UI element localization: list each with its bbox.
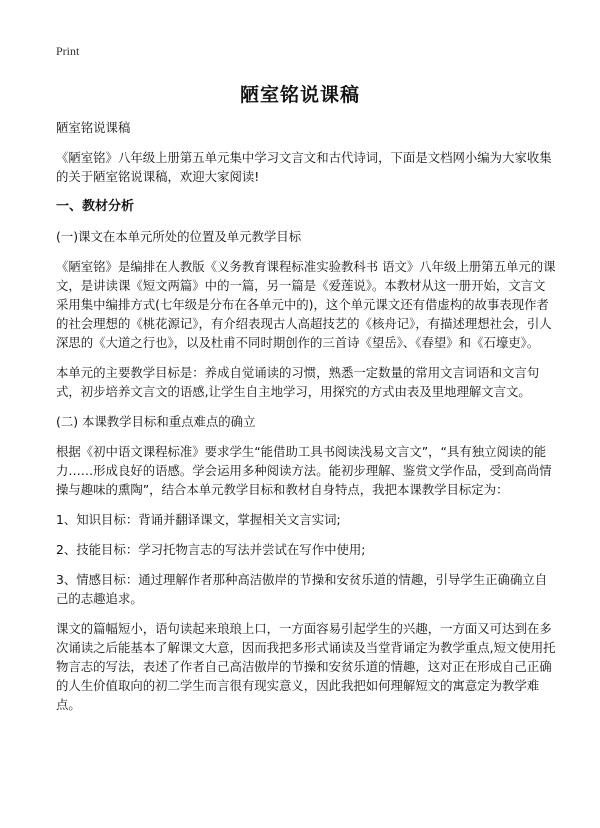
goal-skill: 2、技能目标：学习托物言志的写法并尝试在写作中使用; xyxy=(56,542,366,557)
page-title: 陋室铭说课稿 xyxy=(239,84,360,106)
goal-emotion: 3、情感目标：通过理解作者那种高洁傲岸的节操和安贫乐道的情趣，引导学生正确确立自己的志趣追求。 xyxy=(56,572,548,606)
paragraph-curriculum-standard: 根据《初中语文课程标准》要求学生“能借助工具书阅读浅易文言文”，“具有独立阅读的能力……形成良好的语感。学会运用多种阅读方法。能初步理解、鉴赏文学作品，受到高尚情操与趣味的熏陶”，结合本单元教学目标和教材自身特点，我把本课教学目标定为： xyxy=(56,444,552,497)
intro-paragraph: 《陋室铭》八年级上册第五单元集中学习文言文和古代诗词，下面是文档网小编为大家收集的关于陋室铭说课稿，欢迎大家阅读! xyxy=(56,150,552,184)
paragraph-unit-goals: 本单元的主要教学目标是：养成自觉诵读的习惯，熟悉一定数量的常用文言词语和文言句式，初步培养文言文的语感,让学生自主地学习，用探究的方式由表及里地理解文言文。 xyxy=(56,365,540,399)
goal-knowledge: 1、知识目标：背诵并翻译课文，掌握相关文言实词; xyxy=(56,512,341,527)
print-link[interactable]: Print xyxy=(56,44,80,58)
document-body xyxy=(56,118,556,725)
section-heading-textbook-analysis: 一、教材分析 xyxy=(56,199,135,214)
subsection-heading-unit-position: (一)课文在本单元所处的位置及单元教学目标 xyxy=(56,229,302,244)
document-subtitle: 陋室铭说课稿 xyxy=(56,120,131,135)
paragraph-textbook-placement: 《陋室铭》是编排在人教版《义务教育课程标准实验教科书 语文》八年级上册第五单元的课文，是讲读课《短文两篇》中的一篇，另一篇是《爱莲说》。本教材从这一册开始，文言文采用集中编排方式(七年级是分布在各单元中的)，这个单元课文还有借虚构的故事表现作者的社会理想的《桃花源记》，有介绍表现古人高超技艺的《核舟记》，有描述理想社会，引人深思的《大道之行也》，以及杜甫不同时期创作的三首诗《望岳》、《春望》和《石壕吏》。 xyxy=(56,259,556,350)
paragraph-key-difficult-points: 课文的篇幅短小，语句读起来琅琅上口，一方面容易引起学生的兴趣，一方面又可达到在多次诵读之后能基本了解课文大意，因而我把多形式诵读及当堂背诵定为教学重点,短文使用托物言志的写法，表述了作者自己高洁傲岸的节操和安贫乐道的情趣，这对正在形成自己正确的人生价值取向的初二学生而言很有现实意义，因此我把如何理解短文的寓意定为教学难点。 xyxy=(56,621,556,712)
subsection-heading-lesson-goals: (二) 本课教学目标和重点难点的确立 xyxy=(56,414,256,429)
